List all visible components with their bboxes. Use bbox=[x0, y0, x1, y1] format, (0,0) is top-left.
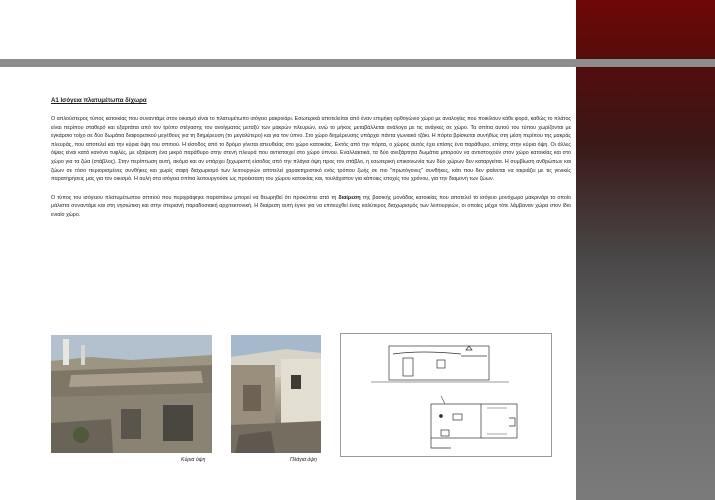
caption-side-view: Πλάγια όψη bbox=[290, 457, 317, 463]
architectural-drawing bbox=[340, 333, 552, 457]
photo-main-view-image bbox=[51, 335, 212, 453]
section-title: A1 Ισόγεια πλατυμέτωπα δίχωρα bbox=[51, 97, 147, 104]
paragraph-1: Ο απλούστερος τύπος κατοικίας που συναντάμε στον οικισμό είναι το πλατυμέτωπο ισόγειο μακρινάρι. Εσωτερικά αποτελείται από έναν επιμήκη ορθογώνιο χώρο με αναλογίες που ποικίλουν κάθε φορά, καθώς το πλάτος είναι περίπου σταθερό και εξαρτάται από τον τρόπο στέγασης του ανοίγματος μεταξύ των μακρών πλευρών, ενώ το μήκος μεταβάλλεται ανάλογα με τις ανάγκες σε χώρο. Τα σπίτια αυτού του τύπου χωρίζονται με εγκάρσιο τοίχο σε δύο δωμάτια διαφορετικού μεγέθους για τη διημέρευση (το μεγαλύτερο) και για τον ύπνο. Στο χώρο διημέρευσης υπάρχει πάντα γωνιακό τζάκι. Η πόρτα βρίσκεται συνήθως στη μέση περίπου της μακράς πλευράς, που αποτελεί και την κύρια όψη του σπιτιού. Η είσοδος από το δρόμο γίνεται απευθείας στο χώρο κατοικίας. Εκτός από την πόρτα, ο χώρος αυτός έχει επίσης ένα παράθυρο, επίσης στην κύρια όψη. Οι άλλες όψεις είναι κατά κανόνα τυφλές, με εξαίρεση ένα μικρό παράθυρο στην στενή πλευρά που αντιστοιχεί στο χώρο ύπνου. Εναλλακτικά, τα δύο ανεξάρτητα δωμάτια μπορούν να αντιστοιχούν στον χώρο κατοικίας και στο χώρο για τα ζώα (στάβλος). Στην περίπτωση αυτή, ακόμα και αν υπάρχει ξεχωριστή είσοδος από την πλάγια όψη προς τον στάβλο, η εσωτερική επικοινωνία των δύο χώρων δεν καταργείται. Η συμβίωση ανθρώπων και ζώων σε τόσο περιορισμένες συνθήκες και χωρίς σαφή διαχωρισμό των λειτουργιών αποτελεί χαρακτηριστικό ενός τρόπου ζωής σε πιο "πρωτόγονες" συνθήκες, κάτι που δεν φαίνεται να ταιριάζει με τις γενικές παρατηρήσεις μας για τον οικισμό. Η αυλή στα ισόγεια σπίτια λειτουργούσε ως προέκταση του χώρου κατοικίας και, τουλάχιστον για κάποιες εποχές του χρόνου, για την διαμονή των ζώων. bbox=[51, 116, 571, 183]
main-content bbox=[51, 97, 571, 230]
photo-side-view bbox=[231, 335, 321, 453]
paragraph-2-bold-term: διαίρεση bbox=[338, 194, 361, 201]
photo-main-view bbox=[51, 335, 212, 453]
photo-side-view-image bbox=[231, 335, 321, 453]
paragraph-2-start: Ο τύπος του ισόγειου πλατυμέτωπου σπιτιού που περιγράφηκε παραπάνω μπορεί να θεωρηθεί ότι προκύπτει από τη bbox=[51, 194, 339, 201]
side-decorative-panel bbox=[576, 0, 715, 500]
header-bar bbox=[0, 59, 715, 67]
paragraph-2-end: της βασικής μονάδας κατοικίας που αποτελεί το ισόγειο μονόχωρο μακρινάρι το οποίο μάλιστα συναντάμε και στη νησιώτικη και στην στεριανή παραδοσιακή αρχιτεκτονική. Η διαίρεση αυτή έγινε για να επιτευχθεί ένας καλύτερος διαχωρισμός των λειτουργιών, οι οποίες μέχρι τότε λάμβαναν χώρα στον ίδιο ενιαίο χώρο. bbox=[51, 194, 571, 218]
paragraph-2 bbox=[51, 194, 571, 220]
plan-and-elevation-drawing bbox=[341, 334, 551, 456]
caption-main-view: Κύρια όψη bbox=[181, 457, 206, 463]
